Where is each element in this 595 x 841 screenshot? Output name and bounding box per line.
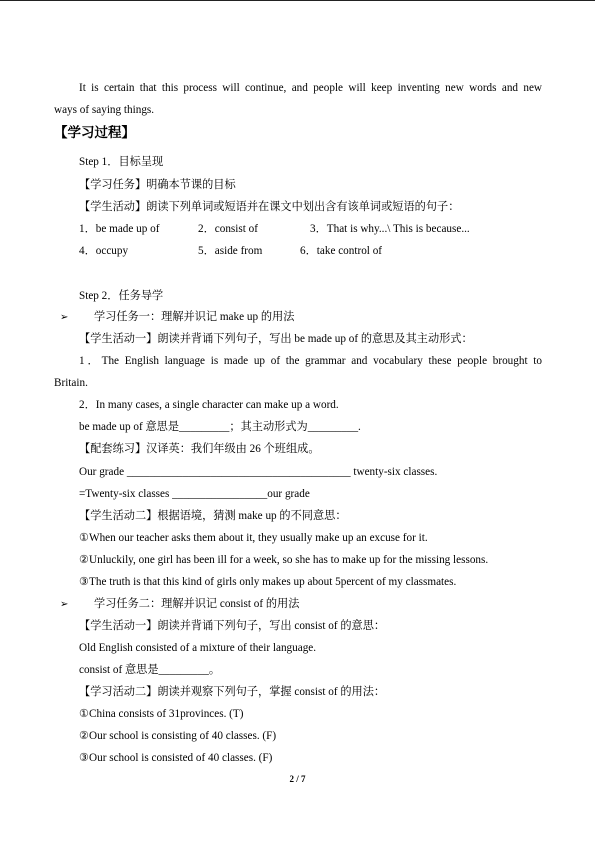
task1-practice: 【配套练习】汉译英：我们年级由 26 个班组成。 (79, 443, 320, 455)
step1-task: 【学习任务】明确本节课的目标 (79, 179, 236, 191)
task1-sentence2: 2．In many cases, a single character can make up a word. (79, 399, 339, 411)
task2-heading (60, 597, 299, 612)
task1-heading (60, 310, 294, 325)
task2-example-1: ①China consists of 31provinces. (T) (79, 708, 244, 720)
vocab-item: 5．aside from (198, 245, 263, 257)
vocab-item: 4．occupy (79, 245, 129, 257)
task1-example-1: ①When our teacher asks them about it, they usually make up an excuse for it. (79, 532, 428, 544)
task2-example-2: ②Our school is consisting of 40 classes. (F) (79, 730, 277, 742)
section-heading: 【学习过程】 (54, 125, 135, 140)
step1-title: Step 1．目标呈现 (79, 156, 164, 168)
task2-activity2: 【学习活动二】朗读并观察下列句子，掌握 consist of 的用法： (79, 686, 386, 698)
task1-example-3: ③The truth is that this kind of girls only makes up about 5percent of my classmates. (79, 576, 457, 588)
task1-example-2: ②Unluckily, one girl has been ill for a week, so she has to make up for the missing lessons. (79, 554, 489, 566)
task1-activity2: 【学生活动二】根据语境，猜测 make up 的不同意思： (79, 510, 347, 522)
arrow-bullet-icon: ➢ (60, 599, 69, 610)
top-border-line (0, 0, 595, 1)
task2-activity1: 【学生活动一】朗读并背诵下列句子，写出 consist of 的意思： (79, 620, 386, 632)
vocab-item: 1．be made up of (79, 223, 160, 235)
task2-title: 学习任务二：理解并识记 consist of 的用法 (94, 598, 300, 610)
task1-blank-line: be made up of 意思是_________；其主动形式为_________. (79, 421, 361, 433)
vocab-item: 2．consist of (198, 223, 258, 235)
task2-blank-line: consist of 意思是_________。 (79, 664, 221, 676)
vocab-item: 3．That is why...\ This is because... (310, 223, 470, 235)
task1-grade-line: Our grade ________________________________________ twenty-six classes. (79, 466, 438, 478)
task1-sentence1-line1: 1．The English language is made up of the grammar and vocabulary these people brought to (79, 355, 542, 367)
task2-sentence: Old English consisted of a mixture of their language. (79, 642, 317, 654)
task2-example-3: ③Our school is consisted of 40 classes. (F) (79, 752, 273, 764)
task1-title: 学习任务一：理解并识记 make up 的用法 (94, 311, 295, 323)
task1-equal-line: =Twenty-six classes _________________our grade (79, 488, 310, 500)
page-number: 2 / 7 (289, 774, 306, 784)
task1-sentence1-line2: Britain. (54, 377, 88, 389)
step1-activity: 【学生活动】朗读下列单词或短语并在课文中划出含有该单词或短语的句子： (79, 201, 460, 213)
step2-title: Step 2．任务导学 (79, 290, 164, 302)
intro-line-1: It is certain that this process will continue, and people will keep inventing new words and new (79, 82, 542, 94)
intro-line-2: ways of saying things. (54, 104, 155, 116)
arrow-bullet-icon: ➢ (60, 312, 69, 323)
vocab-item: 6．take control of (300, 245, 383, 257)
task1-activity1: 【学生活动一】朗读并背诵下列句子，写出 be made up of 的意思及其主动形式： (79, 333, 473, 345)
